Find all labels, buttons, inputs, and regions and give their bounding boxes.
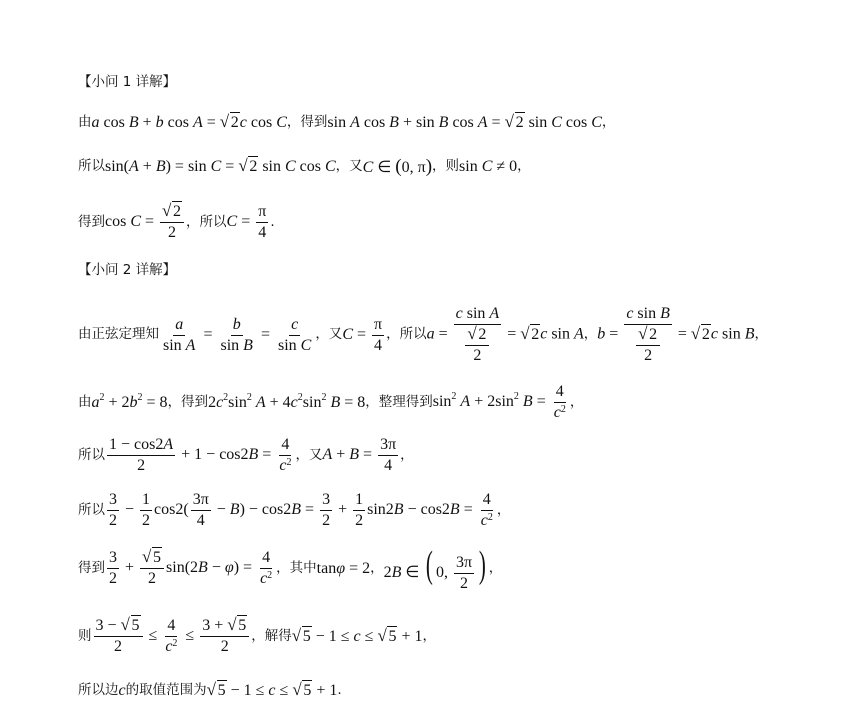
text: ， (400, 446, 414, 463)
text: ，所以 (386, 326, 427, 343)
text: ，解得 (251, 627, 292, 644)
line-10 (78, 683, 342, 699)
formula: $\frac{3}{2}$ − $\frac{1}{2}$ cos2( $\frac{3\pi}{4}$ − B) − cos2B = $\frac{3}{2}$ + $\frac{1}{2}$ sin2B − cos2B = $\frac{4}{c^2}$ (109, 491, 493, 529)
text: ， (583, 326, 598, 343)
formula: √ 5 − 1 ≤ c ≤ √ 5 + 1 (292, 629, 423, 645)
text: ，则 (432, 157, 460, 174)
text: 的取值范围为 (125, 682, 207, 699)
text: 得到 (78, 213, 105, 230)
section2-title: 【小问 2 详解】 (78, 262, 177, 278)
text: ，所以 (186, 213, 227, 230)
formula: $a^2 + 2b^2 = 8$ (91, 391, 168, 411)
text: 则 (78, 627, 92, 644)
text: ， (370, 560, 384, 577)
text: ，又 (335, 157, 363, 174)
formula: sin A cos B + sin B cos A = √ 2 sin C cos C (327, 115, 602, 131)
line-7 (78, 492, 510, 529)
text: ， (754, 326, 768, 343)
text: ，其中 (276, 560, 317, 577)
text: ，整理得到 (365, 393, 433, 410)
text: 所以边 (78, 682, 119, 699)
text: 由 (78, 393, 92, 410)
text: 得到 (78, 560, 105, 577)
formula: a cos B + b cos A = √ 2c cos C (92, 115, 287, 131)
formula: sin C ≠ 0 (459, 157, 518, 175)
formula: sin(A + B) = sin C = √ 2 sin C cos C (105, 159, 336, 175)
text: ， (496, 501, 511, 518)
text: ，又 (315, 326, 343, 343)
text: . (270, 213, 275, 230)
formula: $\frac{a}{\text{sin A}}$ = $\frac{b}{\text{sin B}}$ = $\frac{c}{\text{sin C}}$ (163, 315, 312, 354)
line-9 (78, 618, 436, 655)
text: 由 (78, 114, 92, 131)
formula: A + B = $\frac{3\pi}{4}$ (322, 436, 397, 474)
text: ，得到 (286, 114, 328, 131)
formula: b = c sin B √ $\frac{2}{2}$ = √ 2c sin B (597, 306, 754, 364)
formula: $2c^2\sin^2$ $A + 4c^2\sin^2$ B = 8 (208, 391, 366, 411)
formula: tanφ = 2 (316, 559, 371, 577)
line-3 (78, 204, 275, 241)
formula: $\frac{3 - √ 5}{2}$ ≤ $\frac{4}{c^2}$ ≤ $\frac{3 + √ 5}{2}$ (92, 618, 252, 655)
text: ，又 (295, 446, 323, 463)
formula: C ∈ (0, π) (362, 156, 433, 177)
text: ， (569, 393, 584, 410)
section1-title: 【小问 1 详解】 (78, 74, 177, 90)
line-1 (78, 115, 615, 131)
formula: C = $\frac{\pi}{4}$ (226, 203, 267, 241)
text: ， (488, 560, 503, 577)
line-2 (78, 157, 531, 176)
formula: c (118, 682, 126, 699)
formula: cos C = √ $\frac{2}{2}$ (105, 204, 186, 241)
line-8 (78, 546, 502, 592)
text: . (337, 682, 342, 699)
text: ， (517, 157, 531, 174)
formula: $\frac{1 - \cos 2A}{2}$ + 1 − cos2B = $\frac{4}{c^2}$ (109, 436, 292, 474)
formula: $\sin^2 A + 2\sin^2$ B = $\frac{4}{c^2}$ (432, 383, 566, 421)
line-4 (78, 306, 768, 364)
formula: √ 5 − 1 ≤ c ≤ √ 5 + 1 (207, 683, 338, 699)
text: 所以 (78, 446, 105, 463)
line-6 (78, 437, 414, 474)
formula: a = c sin A √ $\frac{2}{2}$ = √ 2c sin A (427, 306, 584, 364)
text: 所以 (78, 501, 105, 518)
text: ， (422, 627, 436, 644)
text: 由正弦定理知 (78, 326, 159, 343)
line-5 (78, 384, 583, 421)
formula: 2B ∈ ( 0, $\frac{3\pi}{2}$ ) (383, 544, 486, 592)
text: ， (601, 114, 616, 131)
text: ，得到 (167, 393, 209, 410)
text: 所以 (78, 157, 105, 174)
formula: C = $\frac{\pi}{4}$ (342, 315, 383, 354)
formula: $\frac{3}{2}$ + √ $\frac{5}{2}$ sin(2B − φ) = $\frac{4}{c^2}$ (105, 550, 276, 587)
